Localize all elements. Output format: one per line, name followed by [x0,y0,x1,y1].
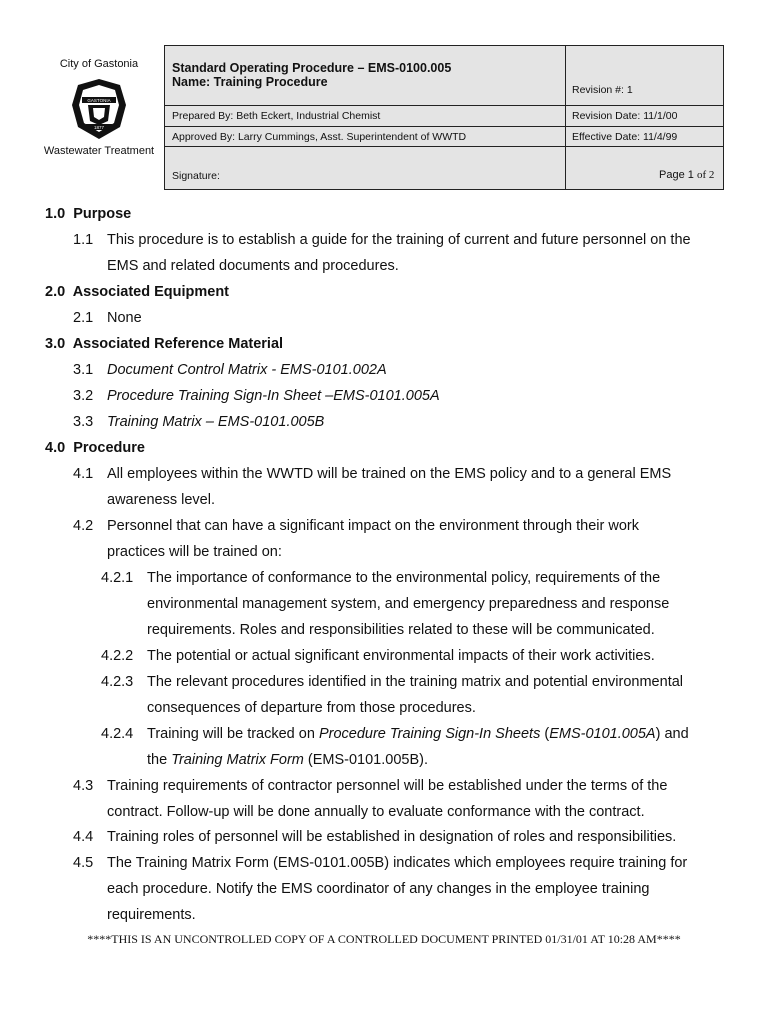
subitem-text: The relevant procedures identified in the training matrix and potential environmental [147,674,684,690]
item-text: Training requirements of contractor personnel will be established under the terms of the [107,778,668,794]
item-number: 3.3 [73,414,94,430]
item-text: Training roles of personnel will be established in designation of roles and responsibilities. [107,829,677,845]
section-number: 1.0 [45,206,66,222]
section-heading [45,439,145,457]
item-text: The Training Matrix Form (EMS-0101.005B) indicates which employees require training for [107,855,688,871]
subitem-text: requirements. Roles and responsibilities related to these will be communicated. [147,622,655,638]
page-number [659,169,714,181]
reference-text: Document Control Matrix - EMS-0101.002A [107,362,387,378]
subitem-number: 4.2.3 [101,674,134,690]
subitem-text: the Training Matrix Form (EMS-0101.005B). [147,752,428,768]
reference-text: Procedure Training Sign-In Sheet –EMS-0101.005A [107,388,440,404]
seal-year-text: 1877 [93,125,105,130]
sop-name: Name: Training Procedure [172,75,328,89]
department-name: Wastewater Treatment [43,145,155,157]
item-number: 4.4 [73,829,94,845]
item-number: 4.2 [73,518,94,534]
reference-text: Training Matrix – EMS-0101.005B [107,414,325,430]
section-title: Associated Reference Material [72,336,284,352]
subitem-number: 4.2.4 [101,726,134,742]
item-number: 1.1 [73,232,94,248]
section-heading [45,205,131,223]
item-text: All employees within the WWTD will be trained on the EMS policy and to a general EMS [107,466,672,482]
section-title: Purpose [73,206,132,222]
section-number: 4.0 [45,440,66,456]
item-text: each procedure. Notify the EMS coordinator of any changes in the employee training [107,881,650,897]
item-number: 4.1 [73,466,94,482]
subitem-text: consequences of departure from those procedures. [147,700,476,716]
item-text: practices will be trained on: [107,544,282,560]
city-seal-icon [68,77,130,141]
item-text: EMS and related documents and procedures. [107,258,399,274]
page-current: Page 1 [659,169,694,181]
organization-block [40,58,158,158]
item-number: 4.3 [73,778,94,794]
prepared-by: Prepared By: Beth Eckert, Industrial Chemist [172,110,381,122]
section-number: 3.0 [45,336,66,352]
section-title: Associated Equipment [72,284,230,300]
item-text: contract. Follow-up will be done annually to evaluate conformance with the contract. [107,804,645,820]
approved-by: Approved By: Larry Cummings, Asst. Superintendent of WWTD [172,131,467,143]
city-name: City of Gastonia [59,58,139,70]
revision-number: Revision #: 1 [572,84,633,96]
subitem-text: environmental management system, and emergency preparedness and response [147,596,670,612]
section-heading [45,283,229,301]
subitem-text: Training will be tracked on Procedure Training Sign-In Sheets (EMS-0101.005A) and [147,726,689,742]
page-total: of 2 [696,169,715,181]
item-text: awareness level. [107,492,215,508]
item-number: 2.1 [73,310,94,326]
item-text: This procedure is to establish a guide for the training of current and future personnel on the [107,232,691,248]
subitem-number: 4.2.2 [101,648,134,664]
subitem-text: The potential or actual significant environmental impacts of their work activities. [147,648,655,664]
item-number: 3.2 [73,388,94,404]
item-text: Personnel that can have a significant impact on the environment through their work [107,518,639,534]
section-heading [45,335,283,353]
subitem-text: The importance of conformance to the environmental policy, requirements of the [147,570,661,586]
revision-date: Revision Date: 11/1/00 [572,110,678,122]
seal-top-text: GASTONIA [87,98,111,103]
effective-date: Effective Date: 11/4/99 [572,131,678,143]
uncontrolled-copy-notice: ****THIS IS AN UNCONTROLLED COPY OF A CONTROLLED DOCUMENT PRINTED 01/31/01 AT 10:28 AM**** [87,932,681,946]
signature-label: Signature: [172,170,220,182]
item-text: None [107,310,142,326]
sop-number: Standard Operating Procedure – EMS-0100.005 [172,61,452,75]
item-text: requirements. [107,907,196,923]
section-title: Procedure [73,440,145,456]
item-number: 3.1 [73,362,94,378]
section-number: 2.0 [45,284,66,300]
sop-header-table [164,45,724,190]
subitem-number: 4.2.1 [101,570,134,586]
item-number: 4.5 [73,855,94,871]
